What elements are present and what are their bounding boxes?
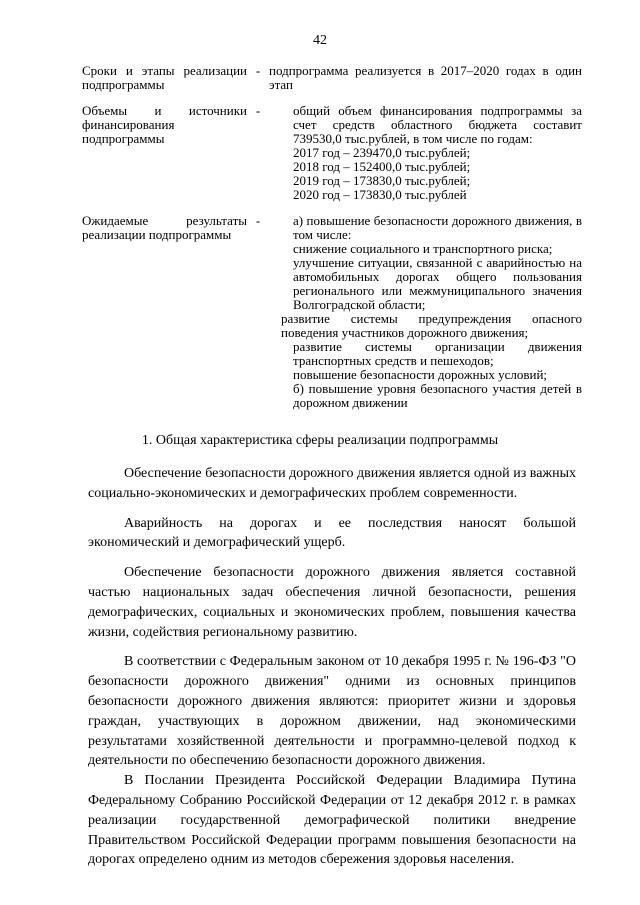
result-item: повышение безопасности дорожных условий;: [293, 367, 548, 382]
financing-year-2017: 2017 год – 239470,0 тыс.рублей;: [293, 145, 471, 160]
passport-label-results: Ожидаемые результаты реализации подпрограммы: [82, 213, 247, 242]
result-item: а) повышение безопасности дорожного движения, в том числе:: [293, 213, 582, 242]
passport-table: [82, 64, 582, 422]
financing-year-2019: 2019 год – 173830,0 тыс.рублей;: [293, 173, 471, 188]
paragraph: Аварийность на дорогах и ее последствия наносят большой экономический и демографический ущерб.: [88, 515, 576, 551]
body-text: [88, 464, 576, 880]
paragraph: Обеспечение безопасности дорожного движения является одной из важных социально-экономических и демографических проблем современности.: [88, 466, 576, 501]
passport-value-financing: [269, 104, 582, 202]
passport-dash: -: [255, 63, 261, 78]
passport-value-line: подпрограмма реализуется в 2017–2020 годах в один этап: [269, 63, 582, 92]
passport-row-terms: [82, 64, 582, 92]
passport-value-results: [269, 214, 582, 410]
passport-dash: -: [255, 213, 261, 228]
paragraph: В соответствии с Федеральным законом от 10 декабря 1995 г. № 196-ФЗ "О безопасности дорожного движения" одними из основных принципов безопасности дорожного движения являются: приоритет жизни и здоровья граждан, участвующих в дорожном движении, над экономическими результатами хозяйственной деятельности и программно-целевой подход к деятельности по обеспечению безопасности дорожного движения.: [88, 654, 576, 769]
paragraph: В Послании Президента Российской Федерации Владимира Путина Федеральному Собранию Российской Федерации от 12 декабря 2012 г. в рамках реализации государственной демографической политики внедрение Правительством Российской Федерации программ повышения безопасности на дорогах определено одним из методов сбережения здоровья населения.: [88, 773, 576, 868]
page-number: 42: [313, 33, 327, 48]
passport-value-terms: [269, 64, 582, 92]
section-title: 1. Общая характеристика сферы реализации подпрограммы: [141, 433, 499, 448]
result-item: развитие системы организации движения транспортных средств и пешеходов;: [293, 339, 582, 368]
passport-label-financing: Объемы и источники финансирования подпрограммы: [82, 103, 247, 146]
paragraph: Обеспечение безопасности дорожного движения является составной частью национальных задач обеспечения личной безопасности, решения демографических, социальных и экономических проблем, повышения качества жизни, содействия региональному развитию.: [88, 565, 576, 640]
result-item: развитие системы предупреждения опасного поведения участников дорожного движения;: [281, 311, 582, 340]
passport-value-line: общий объем финансирования подпрограммы за счет средств областного бюджета составит 739530,0 тыс.рублей, в том числе по годам:: [293, 103, 582, 146]
result-item: улучшение ситуации, связанной с аварийностью на автомобильных дорогах общего пользования регионального или межмуниципального значения Волгоградской области;: [293, 255, 582, 312]
passport-label-terms: Сроки и этапы реализации подпрограммы: [82, 63, 247, 92]
passport-row-financing: [82, 104, 582, 202]
result-item: снижение социального и транспортного риска;: [293, 241, 553, 256]
passport-row-results: [82, 214, 582, 410]
financing-year-2020: 2020 год – 173830,0 тыс.рублей: [293, 187, 467, 202]
result-item: б) повышение уровня безопасного участия детей в дорожном движении: [293, 381, 582, 410]
financing-year-2018: 2018 год – 152400,0 тыс.рублей;: [293, 159, 471, 174]
passport-dash: -: [255, 103, 261, 118]
